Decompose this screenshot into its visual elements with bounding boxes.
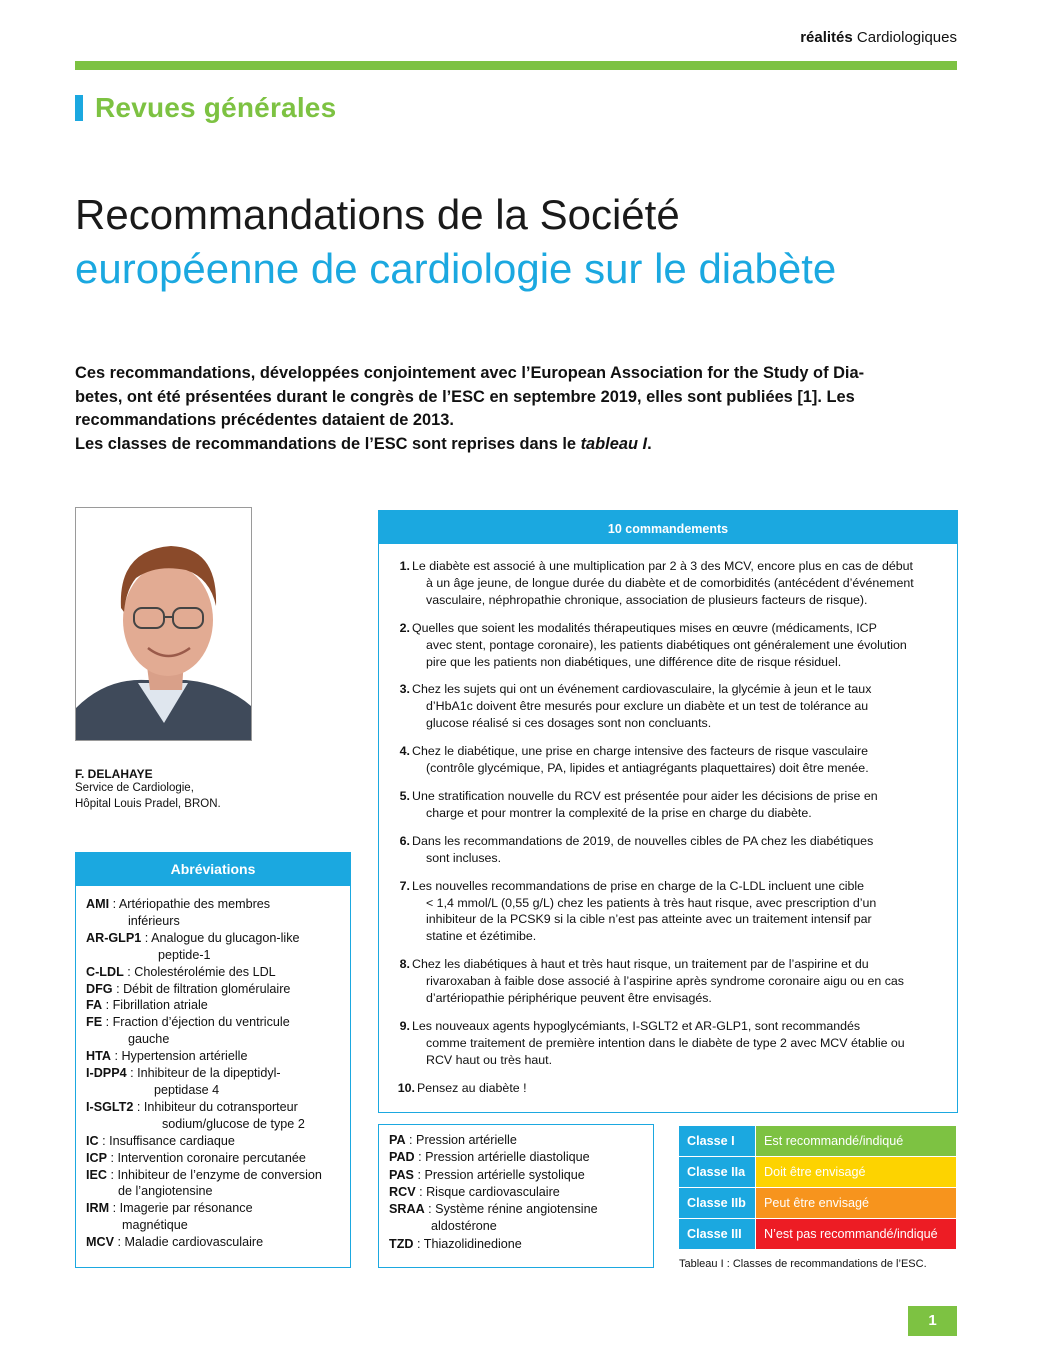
abbreviation-item xyxy=(86,997,344,1014)
commandment-text xyxy=(417,1080,949,1097)
abbreviation-term: IC xyxy=(86,1133,99,1148)
intro-line: Ces recommandations, développées conjointement avec l’European Association for the Study of Dia- xyxy=(75,364,865,382)
commandment-item xyxy=(397,878,949,946)
commandment-item xyxy=(397,558,949,609)
abbreviation-continuation: sodium/glucose de type 2 xyxy=(162,1116,305,1131)
title-line-2: européenne de cardiologie sur le diabète xyxy=(75,245,837,292)
commandment-text xyxy=(412,878,949,946)
commandment-line: d’HbA1c doivent être mesurés pour exclure un diabète et un test de tolérance au xyxy=(426,699,869,714)
abbreviation-item xyxy=(86,1065,344,1099)
commandment-line: Chez les diabétiques à haut et très haut risque, un traitement par de l’aspirine et du xyxy=(412,957,869,972)
commandment-line: Quelles que soient les modalités thérapeutiques mises en œuvre (médicaments, ICP xyxy=(412,620,877,635)
commandment-text xyxy=(412,833,949,867)
commandments-box xyxy=(378,510,958,1113)
abbreviation-term: TZD xyxy=(389,1236,414,1251)
title-line-1: Recommandations de la Société xyxy=(75,191,680,238)
abbreviation-item xyxy=(86,1167,344,1201)
abbreviation-term: AR-GLP1 xyxy=(86,930,142,945)
class-label: Classe IIb xyxy=(679,1188,756,1219)
journal-name: Cardiologiques xyxy=(856,29,957,46)
section-label: Revues générales xyxy=(95,92,337,123)
commandment-text xyxy=(412,681,949,732)
abbreviation-definition: : Inhibiteur de la dipeptidyl- xyxy=(126,1066,281,1081)
abbreviation-item xyxy=(86,1048,344,1065)
commandment-line: Les nouvelles recommandations de prise en charge de la C-LDL incluent une cible xyxy=(412,878,865,893)
abbreviation-definition: : Pression artérielle systolique xyxy=(413,1167,585,1182)
abbreviation-definition: : Hypertension artérielle xyxy=(110,1049,248,1064)
article-title xyxy=(75,188,975,296)
abbreviation-definition: : Thiazolidinedione xyxy=(413,1236,522,1251)
commandment-line: Une stratification nouvelle du RCV est présentée pour aider les décisions de prise en xyxy=(412,788,878,803)
abbreviation-item xyxy=(86,1099,344,1133)
table-caption: Tableau I : Classes de recommandations de l’ESC. xyxy=(679,1258,927,1270)
author-affiliation: Hôpital Louis Pradel, BRON. xyxy=(75,798,221,810)
intro-text: Les classes de recommandations de l’ESC sont reprises dans le xyxy=(75,434,581,453)
author-name: F. DELAHAYE xyxy=(75,767,153,781)
abbreviation-definition: : Inhibiteur du cotransporteur xyxy=(133,1099,298,1114)
classes-table-body xyxy=(679,1126,957,1250)
abbreviation-definition: : Imagerie par résonance xyxy=(109,1201,253,1216)
abbreviation-definition: : Risque cardiovasculaire xyxy=(415,1184,560,1199)
commandment-line: d’artériopathie périphérique peuvent être envisagés. xyxy=(426,991,712,1006)
abbreviations-box-secondary xyxy=(378,1124,654,1268)
abbreviation-term: SRAA xyxy=(389,1202,425,1217)
journal-header xyxy=(800,29,957,46)
commandment-text xyxy=(412,743,949,777)
commandment-line: RCV haut ou très haut. xyxy=(426,1052,553,1067)
commandment-number: 3. xyxy=(399,682,410,697)
commandment-number: 6. xyxy=(399,833,410,848)
commandment-item xyxy=(397,681,949,732)
abbreviation-continuation: de l’angiotensine xyxy=(118,1184,213,1199)
abbreviation-definition: : Débit de filtration glomérulaire xyxy=(112,981,291,996)
abbreviation-continuation: magnétique xyxy=(122,1218,188,1233)
commandment-number: 5. xyxy=(399,788,410,803)
commandment-item xyxy=(397,1080,949,1097)
commandment-text xyxy=(412,788,949,822)
abbreviations-title: Abréviations xyxy=(76,853,350,886)
class-label: Classe I xyxy=(679,1126,756,1157)
abbreviation-continuation: peptidase 4 xyxy=(154,1082,220,1097)
abbreviation-item xyxy=(86,1133,344,1150)
abbreviation-definition: : Fibrillation atriale xyxy=(102,998,208,1013)
commandment-number: 9. xyxy=(399,1018,410,1033)
abbreviations-list xyxy=(76,886,350,1251)
class-description: Est recommandé/indiqué xyxy=(756,1126,957,1157)
commandment-line: sont incluses. xyxy=(426,850,502,865)
abbreviation-term: PAD xyxy=(389,1150,415,1165)
abbreviation-term: AMI xyxy=(86,897,110,911)
abbreviation-item xyxy=(86,964,344,981)
commandment-text xyxy=(412,620,949,671)
abbreviation-item xyxy=(86,981,344,998)
abbreviation-continuation: peptide-1 xyxy=(158,947,211,962)
class-row xyxy=(679,1219,957,1250)
commandment-item xyxy=(397,833,949,867)
article-intro xyxy=(75,362,959,456)
commandment-line: (contrôle glycémique, PA, lipides et antiagrégants plaquettaires) doit être menée. xyxy=(426,761,869,776)
section-heading xyxy=(75,92,336,124)
author-photo xyxy=(75,507,252,741)
commandment-line: comme traitement de première intention dans le diabète de type 2 avec MCV établie ou xyxy=(426,1035,905,1050)
commandment-item xyxy=(397,788,949,822)
abbreviation-item xyxy=(389,1149,649,1166)
commandment-line: charge et pour montrer la complexité de la prise en charge du diabète. xyxy=(426,805,812,820)
commandment-number: 1. xyxy=(399,559,410,573)
journal-brand: réalités xyxy=(800,29,853,46)
abbreviation-definition: : Pression artérielle diastolique xyxy=(414,1150,590,1165)
commandment-text xyxy=(412,558,949,609)
commandment-item xyxy=(397,956,949,1007)
commandment-line: pire que les patients non diabétiques, une différence dite de risque résiduel. xyxy=(426,654,842,669)
abbreviation-term: MCV xyxy=(86,1235,114,1250)
commandments-list xyxy=(379,544,957,1097)
commandment-line: Le diabète est associé à une multiplication par 2 à 3 des MCV, encore plus en cas de début xyxy=(412,559,913,573)
class-row xyxy=(679,1188,957,1219)
header-rule xyxy=(75,61,957,70)
commandment-line: statine et ézétimibe. xyxy=(426,929,537,944)
table-reference: tableau I xyxy=(580,434,648,453)
commandment-line: Les nouveaux agents hypoglycémiants, I-SGLT2 et AR-GLP1, sont recommandés xyxy=(412,1018,861,1033)
abbreviation-definition: : Fraction d’éjection du ventricule xyxy=(102,1015,290,1030)
recommendation-classes-table xyxy=(678,1125,957,1250)
abbreviation-definition: : Inhibiteur de l’enzyme de conversion xyxy=(107,1167,322,1182)
abbreviation-term: I-SGLT2 xyxy=(86,1099,134,1114)
abbreviation-definition: : Insuffisance cardiaque xyxy=(98,1133,235,1148)
abbreviation-item xyxy=(389,1132,649,1149)
commandment-line: < 1,4 mmol/L (0,55 g/L) chez les patients à très haut risque, avec prescription d’un xyxy=(426,895,877,910)
commandment-number: 10. xyxy=(397,1080,415,1095)
abbreviation-term: FA xyxy=(86,998,103,1013)
commandment-line: à un âge jeune, de longue durée du diabète et de comorbidités (antécédent d’événement xyxy=(426,575,914,590)
abbreviation-term: HTA xyxy=(86,1049,111,1064)
class-label: Classe IIa xyxy=(679,1157,756,1188)
abbreviation-item xyxy=(86,1150,344,1167)
abbreviation-term: PAS xyxy=(389,1167,414,1182)
class-description: N’est pas recommandé/indiqué xyxy=(756,1219,957,1250)
abbreviation-definition: : Pression artérielle xyxy=(405,1133,517,1147)
abbreviation-term: PA xyxy=(389,1133,406,1147)
commandment-number: 8. xyxy=(399,957,410,972)
abbreviation-item xyxy=(389,1236,649,1253)
commandment-item xyxy=(397,743,949,777)
commandment-line: inhibiteur de la PCSK9 si la cible n’est pas atteinte avec un traitement intensif par xyxy=(426,912,872,927)
page-number: 1 xyxy=(908,1306,957,1336)
abbreviation-definition: : Intervention coronaire percutanée xyxy=(107,1150,306,1165)
class-description: Doit être envisagé xyxy=(756,1157,957,1188)
abbreviation-term: IEC xyxy=(86,1167,107,1182)
abbreviation-item xyxy=(86,1234,344,1251)
commandment-line: glucose réalisé si ces dosages sont non concluants. xyxy=(426,716,712,731)
abbreviation-continuation: aldostérone xyxy=(431,1219,497,1234)
abbreviation-term: C-LDL xyxy=(86,964,124,979)
abbreviation-definition: : Maladie cardiovasculaire xyxy=(114,1235,264,1250)
intro-text: . xyxy=(647,434,652,453)
class-description: Peut être envisagé xyxy=(756,1188,957,1219)
commandment-text xyxy=(412,1018,949,1069)
class-row xyxy=(679,1126,957,1157)
abbreviation-item xyxy=(389,1167,649,1184)
class-label: Classe III xyxy=(679,1219,756,1250)
abbreviation-term: FE xyxy=(86,1015,103,1030)
commandment-number: 2. xyxy=(399,620,410,635)
abbreviation-definition: : Cholestérolémie des LDL xyxy=(123,964,276,979)
section-marker xyxy=(75,95,83,121)
abbreviations-box xyxy=(75,852,351,1268)
commandment-item xyxy=(397,620,949,671)
abbreviation-item xyxy=(389,1201,649,1236)
commandment-number: 7. xyxy=(399,878,410,893)
commandment-item xyxy=(397,1018,949,1069)
commandment-line: Dans les recommandations de 2019, de nouvelles cibles de PA chez les diabétiques xyxy=(412,833,874,848)
abbreviation-term: ICP xyxy=(86,1150,107,1165)
abbreviation-item xyxy=(86,1014,344,1048)
commandment-text xyxy=(412,956,949,1007)
intro-line: betes, ont été présentées durant le congrès de l’ESC en septembre 2019, elles sont publiées [1]. Les xyxy=(75,387,855,406)
commandment-line: avec stent, pontage coronaire), les patients diabétiques ont généralement une évolution xyxy=(426,637,907,652)
abbreviation-item xyxy=(86,1200,344,1234)
abbreviation-term: IRM xyxy=(86,1201,110,1216)
commandment-line: Pensez au diabète ! xyxy=(417,1080,527,1095)
commandment-line: Chez le diabétique, une prise en charge intensive des facteurs de risque vasculaire xyxy=(412,744,868,759)
author-portrait-illustration xyxy=(76,508,251,740)
abbreviation-definition: : Artériopathie des membres xyxy=(109,897,271,911)
abbreviation-term: RCV xyxy=(389,1184,416,1199)
abbreviation-term: I-DPP4 xyxy=(86,1066,127,1081)
commandment-number: 4. xyxy=(399,744,410,759)
commandment-line: Chez les sujets qui ont un événement cardiovasculaire, la glycémie à jeun et le taux xyxy=(412,682,872,697)
abbreviation-definition: : Système rénine angiotensine xyxy=(424,1202,598,1217)
abbreviation-continuation: inférieurs xyxy=(128,913,180,928)
abbreviation-item xyxy=(86,930,344,964)
abbreviation-continuation: gauche xyxy=(128,1032,170,1047)
author-affiliation: Service de Cardiologie, xyxy=(75,782,194,794)
class-row xyxy=(679,1157,957,1188)
abbreviation-definition: : Analogue du glucagon-like xyxy=(141,930,300,945)
abbreviation-item xyxy=(86,896,344,930)
intro-line: recommandations précédentes dataient de 2013. xyxy=(75,411,454,429)
commandment-line: rivaroxaban à faible dose associé à l’aspirine après syndrome coronaire aigu ou en cas xyxy=(426,974,905,989)
commandment-line: vasculaire, néphropathie chronique, association de plusieurs facteurs de risque). xyxy=(426,592,868,607)
abbreviation-item xyxy=(389,1184,649,1201)
intro-line xyxy=(75,433,959,457)
commandments-title: 10 commandements xyxy=(379,511,957,544)
abbreviation-term: DFG xyxy=(86,981,113,996)
